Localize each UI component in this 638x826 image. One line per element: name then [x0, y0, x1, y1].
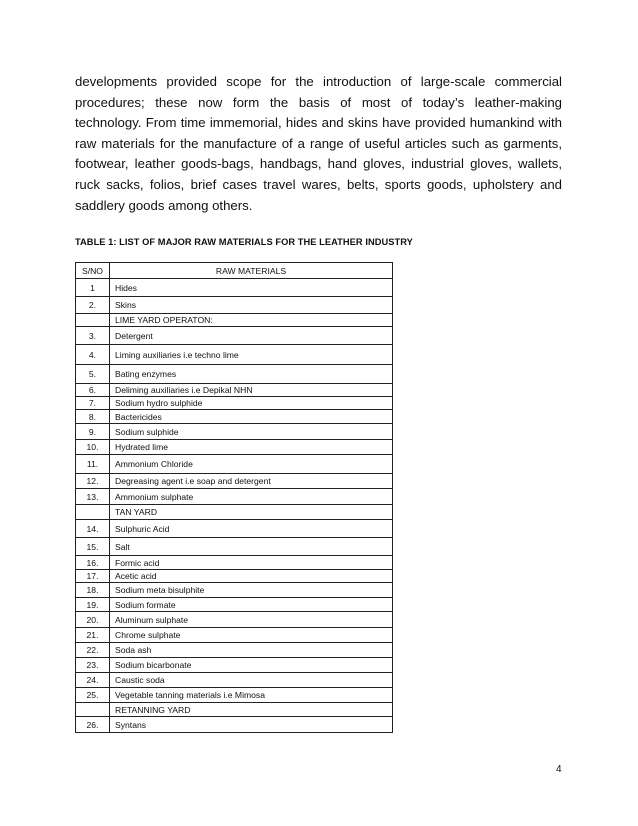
row-material: Ammonium Chloride: [110, 455, 393, 474]
row-material: Liming auxiliaries i.e techno lime: [110, 345, 393, 365]
table-row: [76, 345, 393, 365]
table-row: [76, 424, 393, 440]
table-row: [76, 628, 393, 643]
table-row: [76, 505, 393, 520]
table-row: [76, 489, 393, 505]
body-paragraph: developments provided scope for the introduction of large-scale commercial procedures; these now form the basis of most of today’s leather-making technology. From time immemorial, hides and skins have provided humankind with raw materials for the manufacture of a range of useful articles such as garments, footwear, leather goods-bags, handbags, hand gloves, industrial gloves, wallets, ruck sacks, folios, brief cases travel wares, belts, sports goods, upholstery and saddlery goods among others.: [75, 74, 562, 213]
header-sno: S/NO: [76, 263, 110, 279]
table-row: [76, 410, 393, 424]
table-row: [76, 314, 393, 327]
row-sno: 9.: [76, 424, 110, 440]
table-row: [76, 474, 393, 489]
row-sno: 21.: [76, 628, 110, 643]
table-row: [76, 643, 393, 658]
table-body: [76, 279, 393, 733]
header-raw-materials: RAW MATERIALS: [110, 263, 393, 279]
row-material: Sodium hydro sulphide: [110, 397, 393, 410]
row-sno: 18.: [76, 583, 110, 598]
row-material: Aluminum sulphate: [110, 612, 393, 628]
row-sno: 12.: [76, 474, 110, 489]
table-row: [76, 688, 393, 703]
table-row: [76, 455, 393, 474]
row-sno: 13.: [76, 489, 110, 505]
table-row: [76, 365, 393, 384]
row-material: Ammonium sulphate: [110, 489, 393, 505]
table-caption: TABLE 1: LIST OF MAJOR RAW MATERIALS FOR THE LEATHER INDUSTRY: [75, 237, 413, 247]
row-material: Hides: [110, 279, 393, 297]
row-sno: 15.: [76, 538, 110, 556]
table-row: [76, 440, 393, 455]
table-row: [76, 384, 393, 397]
table-row: [76, 673, 393, 688]
table-row: [76, 703, 393, 717]
row-sno: 10.: [76, 440, 110, 455]
row-sno: 8.: [76, 410, 110, 424]
row-material: Degreasing agent i.e soap and detergent: [110, 474, 393, 489]
table-row: [76, 556, 393, 570]
table-row: [76, 583, 393, 598]
table-row: [76, 327, 393, 345]
row-sno: 24.: [76, 673, 110, 688]
row-material: Bating enzymes: [110, 365, 393, 384]
row-material: Sodium meta bisulphite: [110, 583, 393, 598]
row-sno: 11.: [76, 455, 110, 474]
table-row: [76, 279, 393, 297]
table-header-row: [76, 263, 393, 279]
row-sno: 14.: [76, 520, 110, 538]
table-row: [76, 570, 393, 583]
row-material: Deliming auxiliaries i.e Depikal NHN: [110, 384, 393, 397]
row-sno: 2.: [76, 297, 110, 314]
row-sno: 19.: [76, 598, 110, 612]
row-material: Skins: [110, 297, 393, 314]
row-material: Chrome sulphate: [110, 628, 393, 643]
row-sno: [76, 505, 110, 520]
row-material: Bactericides: [110, 410, 393, 424]
row-sno: [76, 314, 110, 327]
table-row: [76, 297, 393, 314]
row-material: Sodium sulphide: [110, 424, 393, 440]
row-sno: 25.: [76, 688, 110, 703]
row-material: Soda ash: [110, 643, 393, 658]
table-row: [76, 538, 393, 556]
row-sno: 3.: [76, 327, 110, 345]
row-sno: 22.: [76, 643, 110, 658]
table-row: [76, 612, 393, 628]
row-sno: 16.: [76, 556, 110, 570]
row-sno: 20.: [76, 612, 110, 628]
row-material: Sodium formate: [110, 598, 393, 612]
row-material: Detergent: [110, 327, 393, 345]
row-material: Hydrated lime: [110, 440, 393, 455]
row-material: Salt: [110, 538, 393, 556]
row-sno: [76, 703, 110, 717]
row-material: Syntans: [110, 717, 393, 733]
row-sno: 6.: [76, 384, 110, 397]
table-row: [76, 520, 393, 538]
row-material: RETANNING YARD: [110, 703, 393, 717]
raw-materials-table: [75, 262, 393, 733]
row-sno: 1: [76, 279, 110, 297]
page-number: 4: [556, 764, 562, 775]
row-material: Caustic soda: [110, 673, 393, 688]
table-row: [76, 717, 393, 733]
row-material: Formic acid: [110, 556, 393, 570]
row-material: LIME YARD OPERATON:: [110, 314, 393, 327]
row-sno: 5.: [76, 365, 110, 384]
row-material: Sulphuric Acid: [110, 520, 393, 538]
row-material: Vegetable tanning materials i.e Mimosa: [110, 688, 393, 703]
row-sno: 17.: [76, 570, 110, 583]
table-row: [76, 598, 393, 612]
row-material: TAN YARD: [110, 505, 393, 520]
table-row: [76, 658, 393, 673]
row-material: Acetic acid: [110, 570, 393, 583]
row-sno: 7.: [76, 397, 110, 410]
row-material: Sodium bicarbonate: [110, 658, 393, 673]
row-sno: 23.: [76, 658, 110, 673]
table-row: [76, 397, 393, 410]
row-sno: 26.: [76, 717, 110, 733]
row-sno: 4.: [76, 345, 110, 365]
